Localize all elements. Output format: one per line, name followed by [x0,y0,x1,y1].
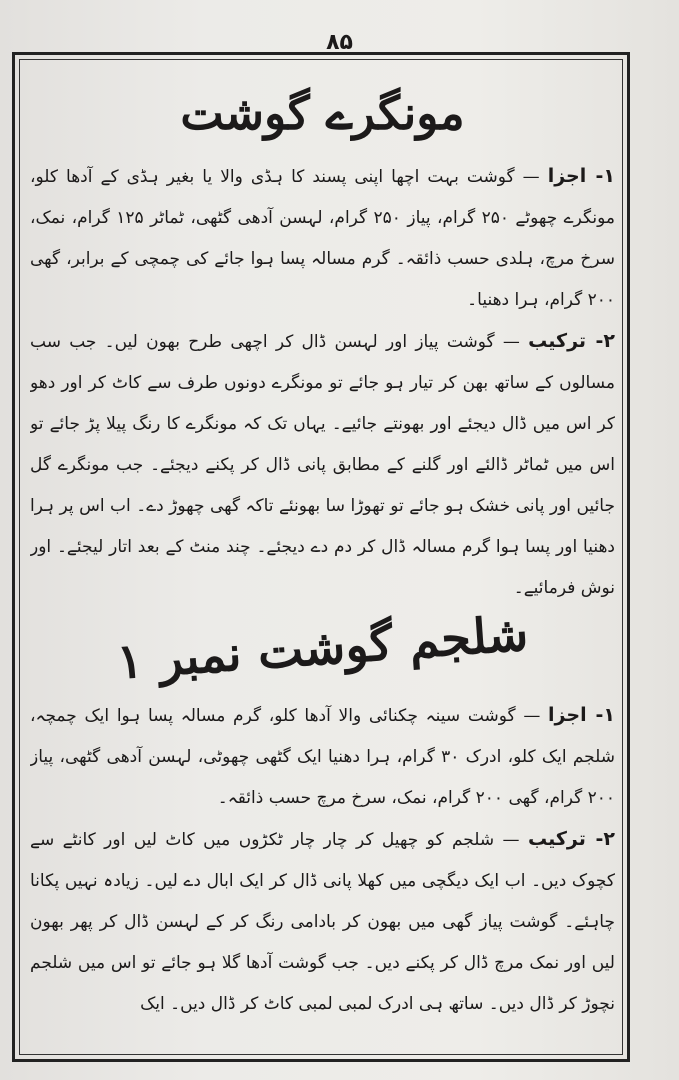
recipe-title-mongre-gosht: مونگرے گوشت [180,86,465,140]
recipe2-method [30,819,615,1025]
method-text: — گوشت پیاز اور لہسن ڈال کر اچھی طرح بھون لیں۔ جب سب مسالوں کے ساتھ بھن کر تیار ہو جائے تو مونگرے دونوں طرف سے کاٹ کر اور دھو کر اس میں ڈال دیجئے اور بھونتے جائیے۔ یہاں تک کہ مونگرے کا رنگ پیلا پڑ جائے تو اس میں ٹماٹر ڈالئے اور گلنے کے مطابق پانی ڈال کر پکنے دیجئے۔ جب مونگرے گل جائیں اور پانی خشک ہو جائے تو تھوڑا سا بھونئے تاکہ گھی چھوڑ دے۔ اب اس پر ہرا دھنیا اور پسا ہوا گرم مسالہ ڈال کر دم دے دیجئے۔ چند منٹ کے بعد اتار لیجئے۔ اور نوش فرمائیے۔ [30,332,615,598]
recipe1-ingredients [30,156,615,321]
page-number: ۸۵ [326,30,353,55]
ingredients-text: — گوشت سینہ چکنائی والا آدھا کلو، گرم مسالہ پسا ہوا ایک چمچہ، شلجم ایک کلو، ادرک ۳۰ گرام، ہرا دھنیا ایک گٹھی چھوٹی، لہسن آدھی گٹھی، پیاز ۲۰۰ گرام، گھی ۲۰۰ گرام، نمک، سرخ مرچ حسب ذائقہ۔ [30,706,615,808]
method-text: — شلجم کو چھیل کر چار چار ٹکڑوں میں کاٹ لیں اور کانٹے سے کچوک دیں۔ اب ایک دیگچی میں کھلا پانی ڈال کر ایک ابال دے لیں۔ زیادہ نہیں پکانا چاہئے۔ گوشت پیاز گھی میں بھون کر بادامی رنگ کر کے لہسن ڈال کر پھر بھون لیں اور نمک مرچ ڈال کر پکنے دیں۔ جب گوشت آدھا گلا ہو جائے تو اس میں شلجم نچوڑ کر ڈال دیں۔ ساتھ ہی ادرک لمبی لمبی کاٹ کر ڈال دیں۔ ایک [30,830,615,1014]
recipe-title-shaljam-gosht: شلجم گوشت نمبر ۱ [115,605,530,691]
recipe2-ingredients [30,695,615,819]
method-label: ۲- ترکیب [528,828,615,850]
ingredients-label: ۱- اجزا [547,165,615,187]
ingredients-label: ۱- اجزا [548,704,615,726]
page-content [30,66,615,1050]
ingredients-text: — گوشت بہت اچھا اپنی پسند کا ہڈی والا یا بغیر ہڈی کے آدھا کلو، مونگرے چھوٹے ۲۵۰ گرام، پیاز ۲۵۰ گرام، لہسن آدھی گٹھی، ٹماٹر ۱۲۵ گرام، نمک، سرخ مرچ، ہلدی حسب ذائقہ۔ گرم مسالہ پسا ہوا جائے کی چمچی کے برابر، گھی ۲۰۰ گرام، ہرا دھنیا۔ [30,167,615,310]
method-label: ۲- ترکیب [528,330,615,352]
recipe1-method [30,321,615,609]
